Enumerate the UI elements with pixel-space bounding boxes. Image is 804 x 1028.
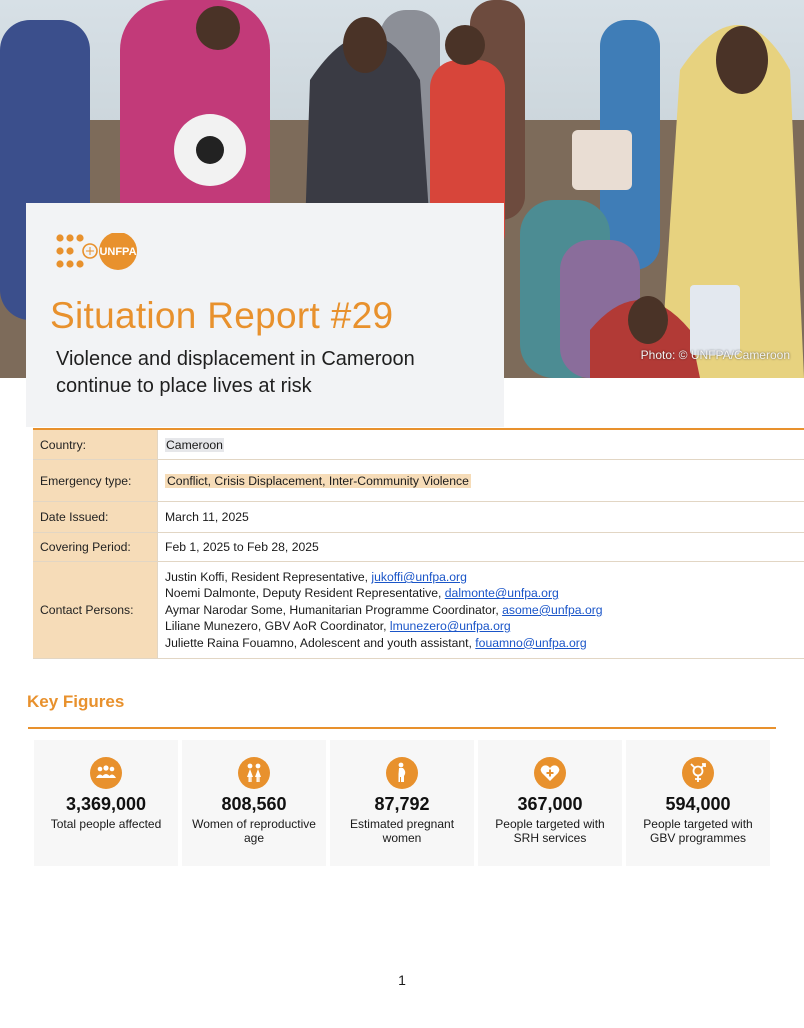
- contact-persons-label: Contact Persons:: [33, 562, 158, 659]
- unfpa-logo: [56, 233, 140, 273]
- key-figure-value: 808,560: [221, 794, 287, 814]
- date-issued-label: Date Issued:: [33, 502, 158, 533]
- logo-text: UNFPA: [99, 246, 137, 258]
- key-figure-card: [478, 740, 622, 866]
- heart-plus-icon: [534, 757, 566, 789]
- key-figure-value: 3,369,000: [65, 794, 147, 814]
- key-figure-label: Total people affected: [50, 817, 162, 831]
- key-figure-card: [626, 740, 770, 866]
- table-row: [33, 562, 804, 659]
- key-figure-value: 367,000: [517, 794, 583, 814]
- divider: [28, 727, 776, 729]
- covering-period-label: Covering Period:: [33, 533, 158, 562]
- table-row: [33, 429, 804, 460]
- photo-credit: Photo: © UNFPA/Cameroon: [640, 348, 790, 362]
- key-figure-card: [330, 740, 474, 866]
- report-info-table: [33, 428, 804, 659]
- title-card: [26, 203, 504, 427]
- report-title: Situation Report #29: [50, 295, 394, 336]
- gender-symbol-icon: [682, 757, 714, 789]
- table-row: [33, 502, 804, 533]
- contact-line: Justin Koffi, Resident Representative, jukoffi@unfpa.org: [165, 569, 467, 584]
- country-label: Country:: [33, 429, 158, 460]
- covering-period-value: Feb 1, 2025 to Feb 28, 2025: [158, 533, 804, 562]
- emergency-type-label: Emergency type:: [33, 460, 158, 502]
- key-figure-label: Estimated pregnant women: [349, 817, 455, 845]
- people-group-icon: [90, 757, 122, 789]
- email-link[interactable]: jukoffi@unfpa.org: [371, 569, 467, 584]
- email-link[interactable]: asome@unfpa.org: [502, 602, 603, 617]
- report-subtitle: Violence and displacement in Cameroon continue to place lives at risk: [56, 348, 415, 397]
- country-value: Cameroon: [166, 437, 223, 452]
- contact-line: Aymar Narodar Some, Humanitarian Programme Coordinator, asome@unfpa.org: [165, 602, 603, 617]
- pregnant-woman-icon: [386, 757, 418, 789]
- date-issued-value: March 11, 2025: [158, 502, 804, 533]
- women-couple-icon: [238, 757, 270, 789]
- key-figure-value: 594,000: [665, 794, 731, 814]
- key-figure-label: People targeted with SRH services: [495, 817, 605, 845]
- contact-line: Noemi Dalmonte, Deputy Resident Representative, dalmonte@unfpa.org: [165, 586, 559, 601]
- email-link[interactable]: dalmonte@unfpa.org: [444, 586, 559, 601]
- key-figure-label: Women of reproductive age: [192, 817, 316, 845]
- key-figures-grid: [34, 740, 774, 866]
- contact-persons-list: [158, 562, 804, 659]
- table-row: [33, 533, 804, 562]
- key-figures-heading: Key Figures: [27, 692, 125, 711]
- contact-line: Liliane Munezero, GBV AoR Coordinator, lmunezero@unfpa.org: [165, 619, 511, 634]
- key-figure-label: People targeted with GBV programmes: [643, 817, 753, 845]
- page-number: 1: [398, 972, 406, 988]
- email-link[interactable]: fouamno@unfpa.org: [475, 635, 587, 650]
- key-figure-card: [182, 740, 326, 866]
- contact-line: Juliette Raina Fouamno, Adolescent and youth assistant, fouamno@unfpa.org: [165, 635, 587, 650]
- emergency-type-value: Conflict, Crisis Displacement, Inter-Community Violence: [167, 473, 469, 488]
- key-figure-value: 87,792: [374, 794, 430, 814]
- table-row: [33, 460, 804, 502]
- key-figure-card: [34, 740, 178, 866]
- email-link[interactable]: lmunezero@unfpa.org: [389, 619, 511, 634]
